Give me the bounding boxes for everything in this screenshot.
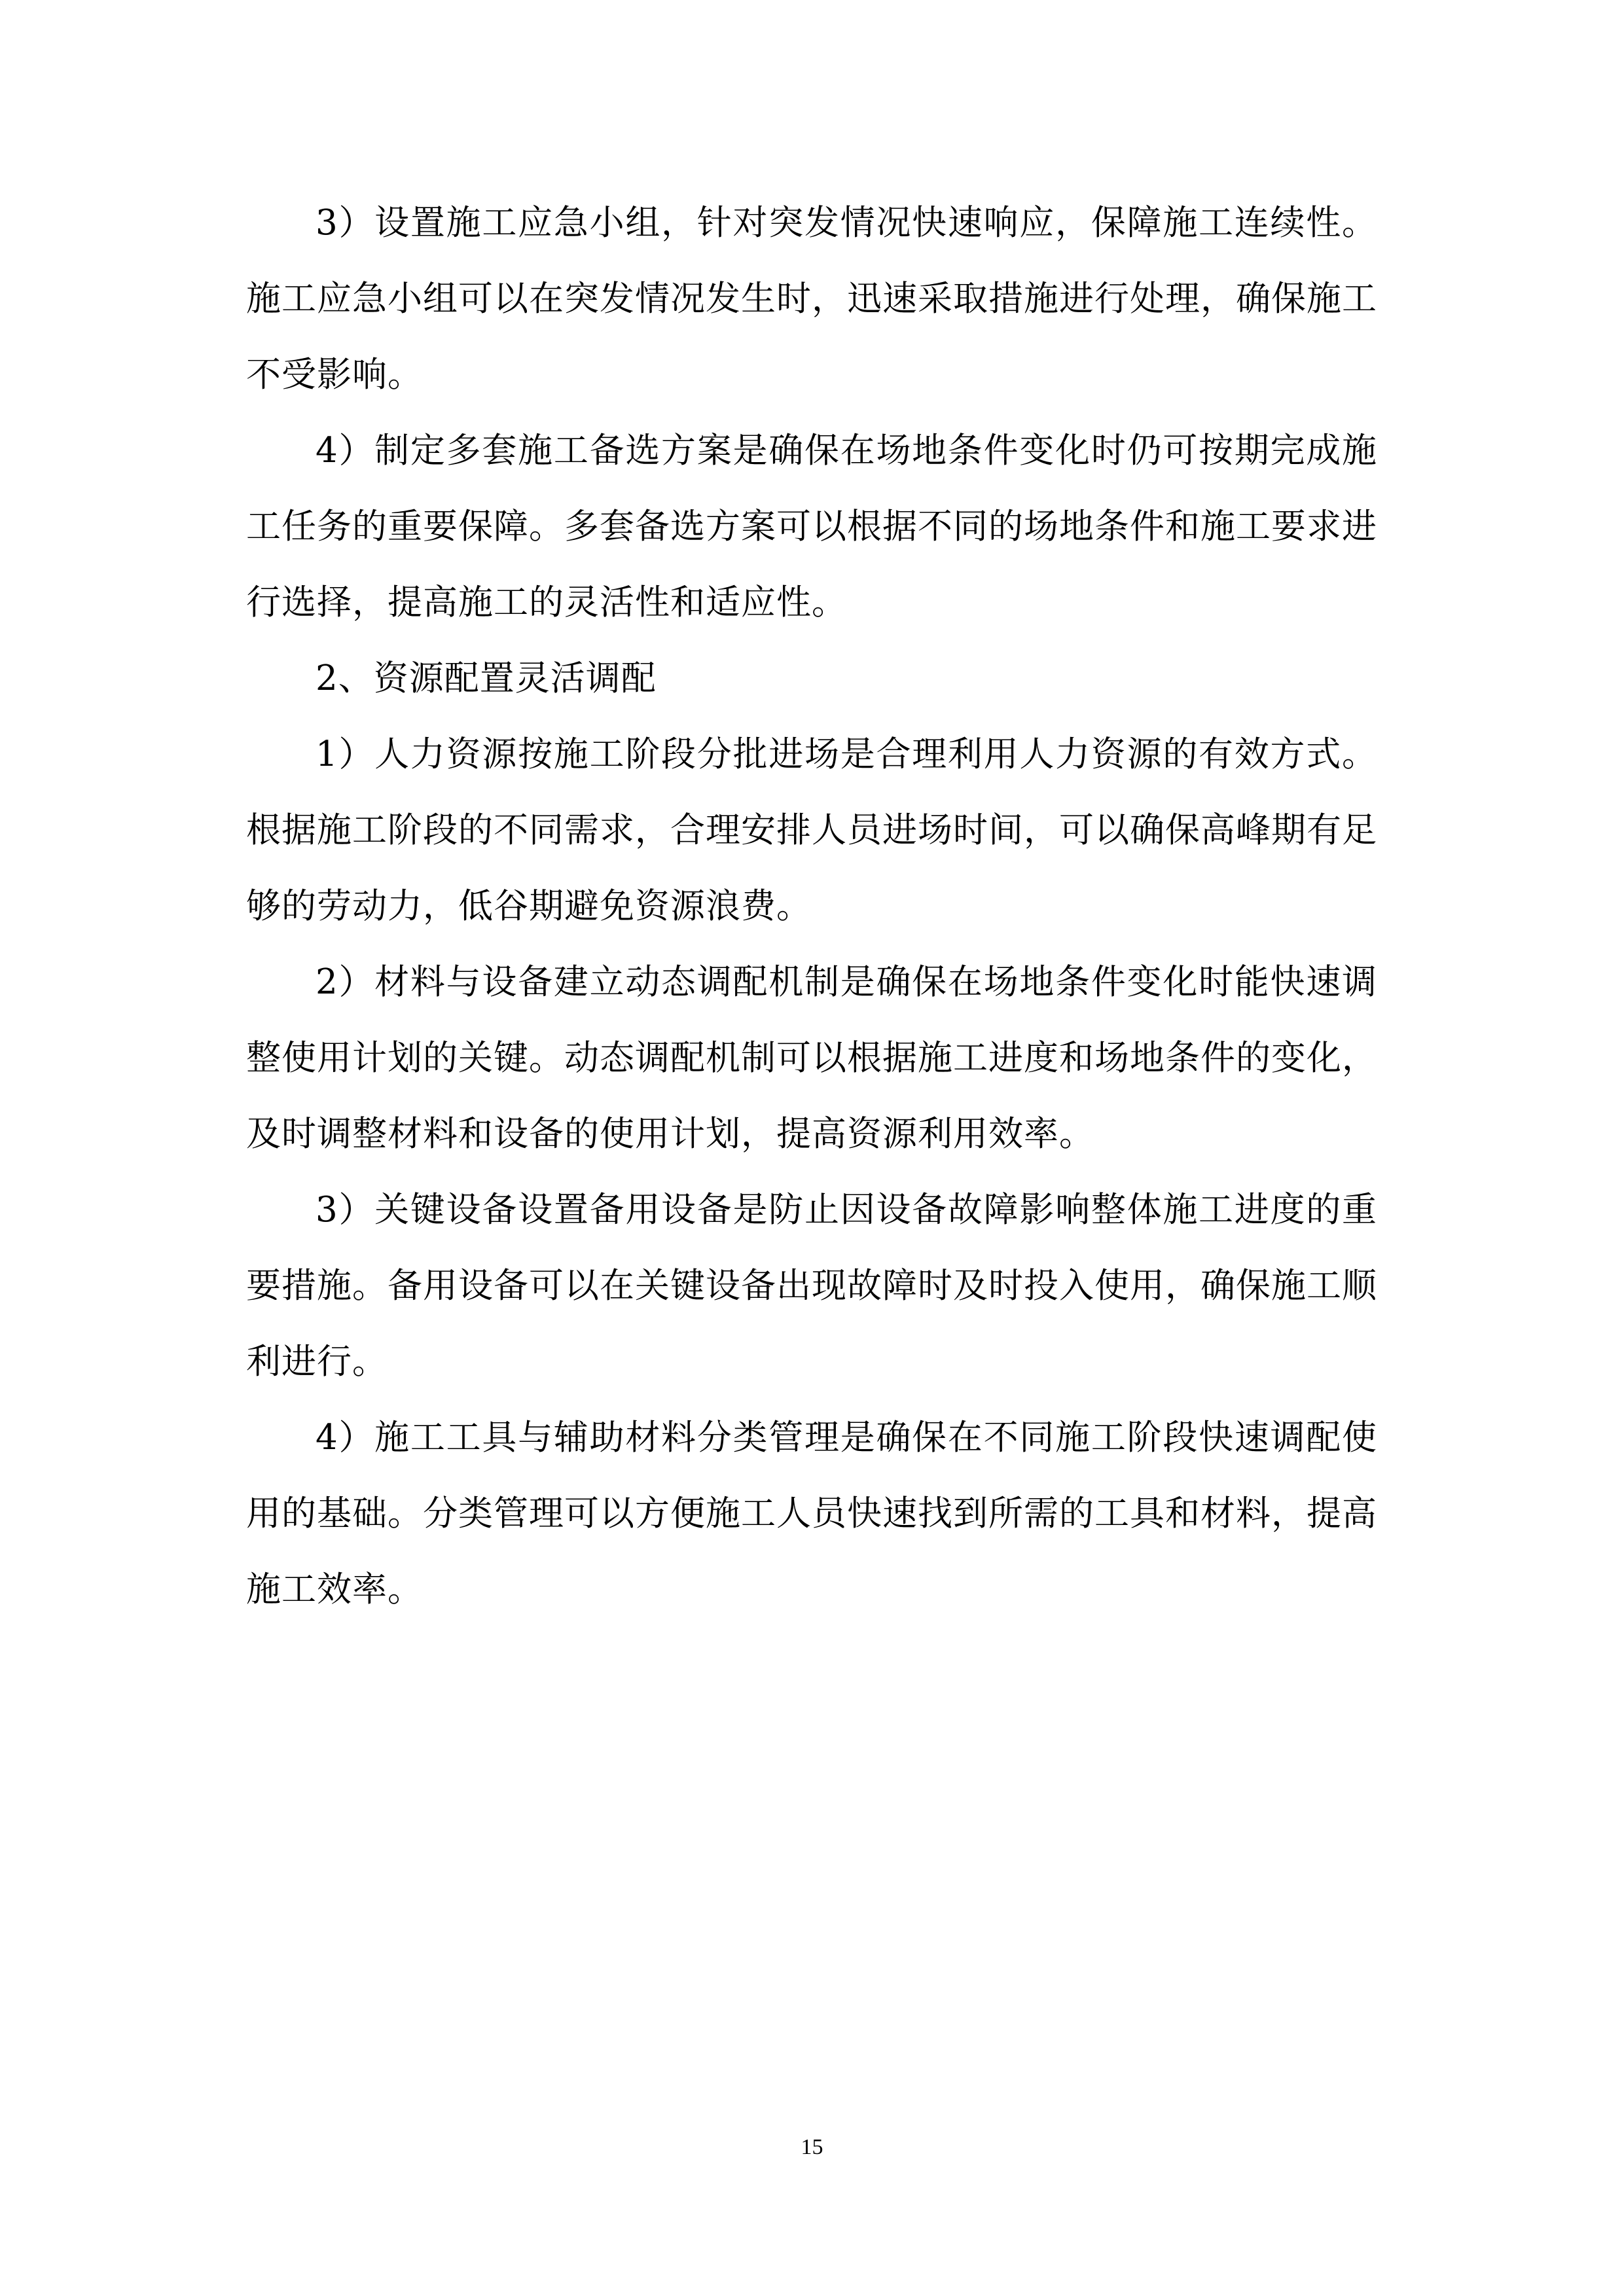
paragraph-backup-equipment: 3）关键设备设置备用设备是防止因设备故障影响整体施工进度的重要措施。备用设备可以在关键设备出现故障时及时投入使用，确保施工顺利进行。 bbox=[246, 1190, 1377, 1382]
paragraph-human-resources: 1）人力资源按施工阶段分批进场是合理利用人力资源的有效方式。根据施工阶段的不同需求，合理安排人员进场时间，可以确保高峰期有足够的劳动力，低谷期避免资源浪费。 bbox=[246, 734, 1377, 926]
paragraph-materials-equipment: 2）材料与设备建立动态调配机制是确保在场地条件变化时能快速调整使用计划的关键。动态调配机制可以根据施工进度和场地条件的变化，及时调整材料和设备的使用计划，提高资源利用效率。 bbox=[246, 962, 1377, 1154]
page-content bbox=[246, 185, 1377, 1628]
page-number: 15 bbox=[801, 2135, 823, 2159]
paragraph-emergency-team: 3）设置施工应急小组，针对突发情况快速响应，保障施工连续性。施工应急小组可以在突发情况发生时，迅速采取措施进行处理，确保施工不受影响。 bbox=[246, 203, 1377, 395]
paragraph-backup-plans: 4）制定多套施工备选方案是确保在场地条件变化时仍可按期完成施工任务的重要保障。多套备选方案可以根据不同的场地条件和施工要求进行选择，提高施工的灵活性和适应性。 bbox=[246, 431, 1377, 622]
paragraph-tools-management: 4）施工工具与辅助材料分类管理是确保在不同施工阶段快速调配使用的基础。分类管理可以方便施工人员快速找到所需的工具和材料，提高施工效率。 bbox=[246, 1418, 1377, 1609]
section-heading: 2、资源配置灵活调配 bbox=[316, 658, 657, 698]
